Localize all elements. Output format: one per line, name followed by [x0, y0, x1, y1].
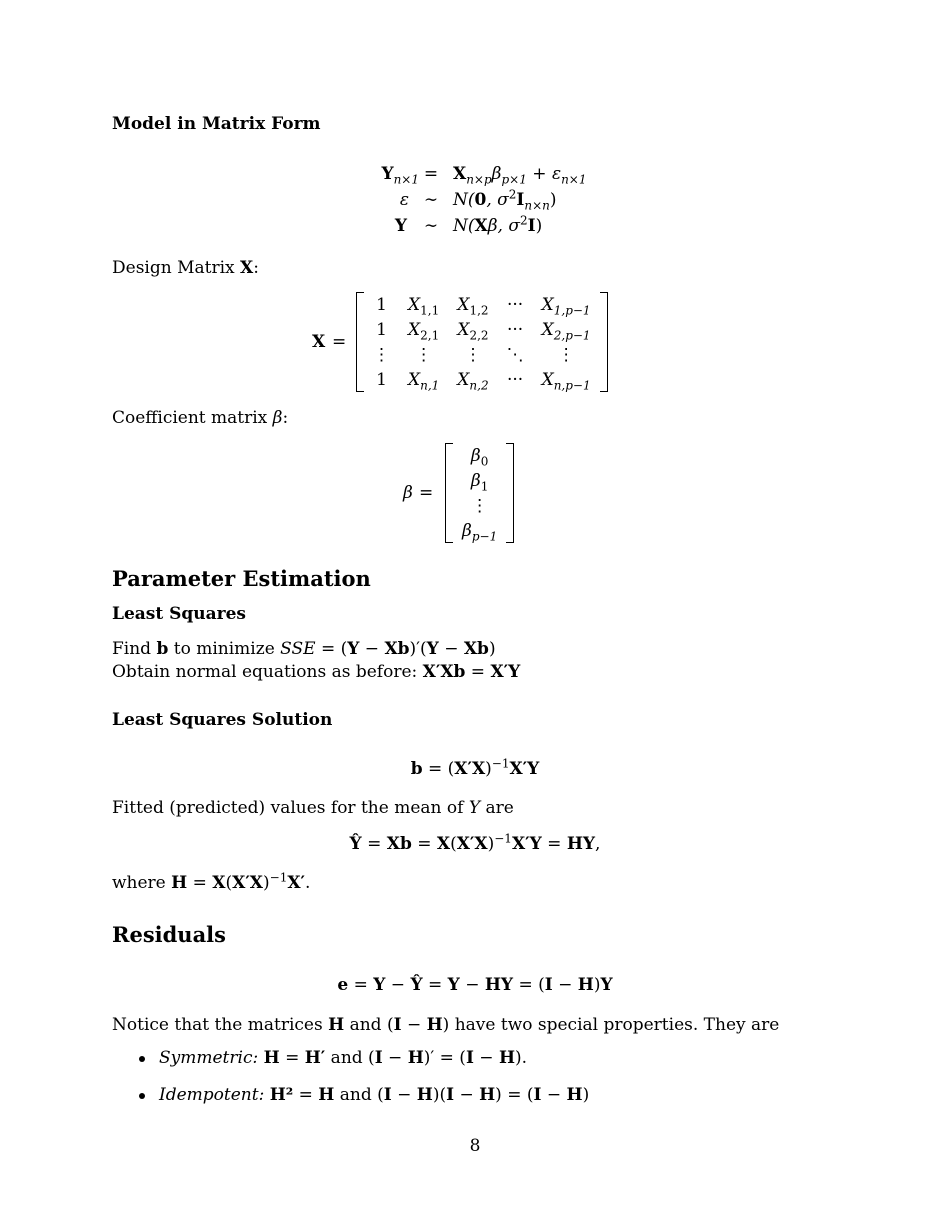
fitted-values-equation: Ŷ = $Xb = X(X'X)^{-1}X'Y$ = HY, — [349, 831, 601, 854]
matrix-row: $\beta_1$ — [470, 470, 489, 493]
residuals-equation: e = Y − Ŷ = Y − HY = (I − H)Y — [337, 975, 613, 995]
list-item-idempotent: Idempotent: H² = H and (I − H)(I − H) = (I − H) — [139, 1085, 589, 1122]
least-squares-line-2: Obtain normal equations as before: X′Xb = X′Y — [112, 662, 521, 682]
eq3-rhs: N(Xβ, $\sigma^2I$) — [453, 213, 543, 236]
matrix-row: 1 $X_{n,1}$ $X_{n,2}$ ··· $X_{n,p-1}$ — [376, 369, 591, 392]
least-squares-line-1: Find b to minimize SSE = (Y − Xb)′(Y − Xb) — [112, 639, 496, 659]
design-matrix-lhs: X — [312, 332, 326, 352]
coefficient-matrix — [445, 443, 514, 543]
bullet-icon — [139, 1093, 145, 1099]
page-number: 8 — [469, 1136, 481, 1156]
coefficient-matrix-intro: Coefficient matrix β: — [112, 408, 289, 428]
heading-residuals: Residuals — [112, 922, 226, 947]
least-squares-solution-equation: $b = (X'X)^{-1}X'Y$ — [410, 756, 540, 779]
right-bracket — [600, 292, 608, 392]
eq1-rel: = — [423, 164, 439, 184]
eq2-lhs: ε — [399, 190, 409, 210]
eq1-lhs: $Y_{n\times 1}$ — [381, 164, 419, 187]
coef-lhs: β — [403, 483, 413, 503]
matrix-row: 1 $X_{2,1}$ $X_{2,2}$ ··· $X_{2,p-1}$ — [376, 319, 591, 342]
heading-model-matrix-form: Model in Matrix Form — [112, 114, 321, 134]
right-bracket — [506, 443, 514, 543]
notice-text: Notice that the matrices H and (I − H) have two special properties. They are — [112, 1015, 780, 1035]
eq3-lhs: Y — [394, 216, 407, 236]
matrix-row: $\beta_{p-1}$ — [462, 520, 498, 543]
matrix-row: $\beta_0$ — [470, 445, 489, 468]
design-matrix — [356, 292, 608, 392]
coefficient-matrix-table — [453, 443, 506, 543]
matrix-row: 1 $X_{1,1}$ $X_{1,2}$ ··· $X_{1,p-1}$ — [376, 294, 591, 317]
left-bracket — [356, 292, 364, 392]
heading-parameter-estimation: Parameter Estimation — [112, 566, 371, 591]
eq1-rhs: $X_{n\times p}\beta_{p\times 1} + \varepsilon_{n\times 1}$ — [453, 164, 587, 187]
matrix-row: ⋮ — [471, 495, 489, 516]
eq3-rel: ∼ — [423, 216, 439, 236]
bullet-icon — [139, 1056, 145, 1062]
matrix-row: ⋮ ⋮ ⋮ ⋱ ⋮ — [373, 344, 575, 365]
eq2-rel: ∼ — [423, 190, 439, 210]
design-matrix-intro: Design Matrix X: — [112, 258, 259, 278]
design-matrix-eq-sign: = — [332, 332, 347, 352]
fitted-values-text: Fitted (predicted) values for the mean of Y are — [112, 798, 514, 818]
eq2-rhs: N(0, $\sigma^2I_{n\times n}$) — [453, 187, 557, 213]
left-bracket — [445, 443, 453, 543]
properties-list — [139, 1048, 589, 1122]
list-item-symmetric: Symmetric: H = H′ and (I − H)′ = (I − H). — [139, 1048, 589, 1085]
hat-matrix-definition: where $H = X(X'X)^{-1}X'$. — [112, 870, 311, 893]
design-matrix-table — [364, 292, 600, 392]
heading-least-squares-solution: Least Squares Solution — [112, 710, 333, 730]
heading-least-squares: Least Squares — [112, 604, 247, 624]
coef-eq-sign: = — [419, 483, 434, 503]
